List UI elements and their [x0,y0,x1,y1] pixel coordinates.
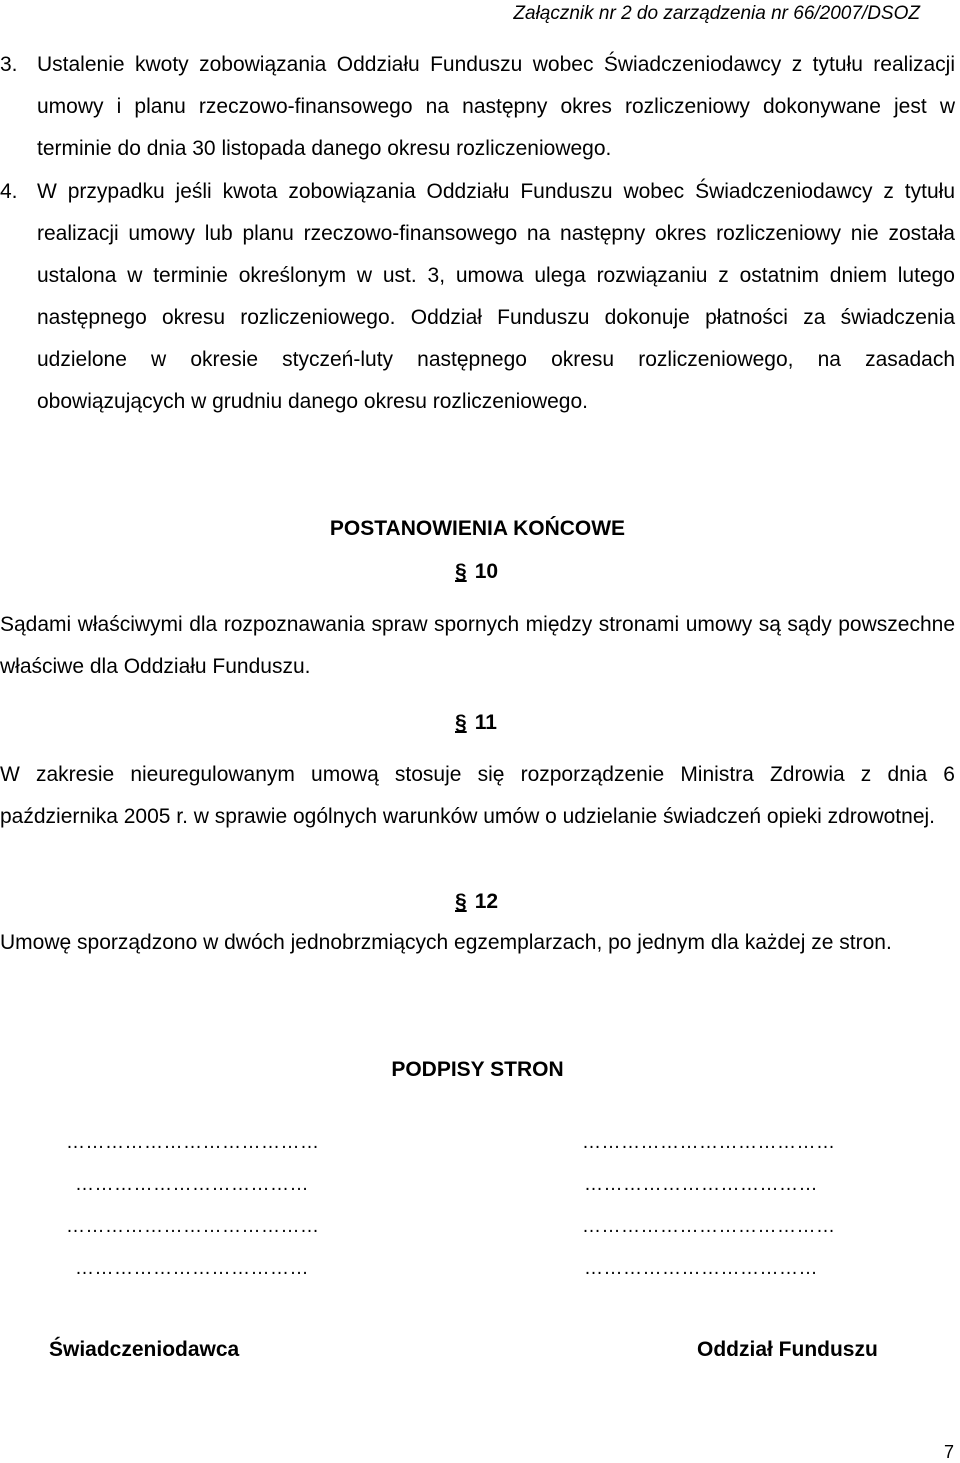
list-item-4 [0,171,955,423]
signature-label-fund-branch: Oddział Funduszu [697,1338,878,1361]
list-item-text: Ustalenie kwoty zobowiązania Oddziału Funduszu wobec Świadczeniodawcy z tytułu realizacji umowy i planu rzeczowo-finansowego na następny okres rozliczeniowy dokonywane jest w terminie do dnia 30 listopada danego okresu rozliczeniowego. [37,53,955,160]
final-provisions-heading: POSTANOWIENIA KOŃCOWE [329,517,626,540]
signature-line-left: ………………………………… [66,1132,320,1153]
section-12-text: Umowę sporządzono w dwóch jednobrzmiących egzemplarzach, po jednym dla każdej ze stron. [0,931,892,954]
section-mark: § [455,560,467,583]
list-item-number: 3. [0,53,18,76]
list-item-text: W przypadku jeśli kwota zobowiązania Oddziału Funduszu wobec Świadczeniodawcy z tytułu realizacji umowy lub planu rzeczowo-finansowego na następny okres rozliczeniowy nie została ustalona w terminie określonym w ust. 3, umowa ulega rozwiązaniu z ostatnim dniem lutego następnego okresu rozliczeniowego. Oddział Funduszu dokonuje płatności za świadczenia udzielone w okresie styczeń-luty następnego okresu rozliczeniowego, na zasadach obowiązujących w grudniu danego okresu rozliczeniowego. [37,180,955,413]
signature-line-right: ………………………………… [582,1132,836,1153]
signatures-heading: PODPISY STRON [391,1058,564,1081]
section-mark: § [455,711,467,734]
signature-line-right: ……………………………… [584,1258,818,1279]
signature-label-provider: Świadczeniodawca [49,1338,240,1361]
page-number: 7 [943,1442,954,1462]
section-number: 10 [474,560,499,583]
attachment-header: Załącznik nr 2 do zarządzenia nr 66/2007/DSOZ [513,3,920,24]
signature-line-left: ………………………………… [66,1216,320,1237]
list-item-number: 4. [0,180,18,203]
signature-line-right: ………………………………… [582,1216,836,1237]
list-item-3 [0,44,955,170]
section-11-heading [455,711,497,735]
section-10-text: Sądami właściwymi dla rozpoznawania spraw spornych między stronami umowy są sądy powszechne właściwe dla Oddziału Funduszu. [0,613,955,678]
section-11-text: W zakresie nieuregulowanym umową stosuje się rozporządzenie Ministra Zdrowia z dnia 6 października 2005 r. w sprawie ogólnych warunków umów o udzielanie świadczeń opieki zdrowotnej. [0,763,955,828]
signature-line-left: ……………………………… [75,1258,309,1279]
section-number: 11 [474,711,497,734]
section-mark: § [455,890,467,913]
section-10-heading [455,560,498,584]
section-12-heading [455,890,498,914]
signature-line-right: ……………………………… [584,1174,818,1195]
section-number: 12 [474,890,499,913]
signature-line-left: ……………………………… [75,1174,309,1195]
